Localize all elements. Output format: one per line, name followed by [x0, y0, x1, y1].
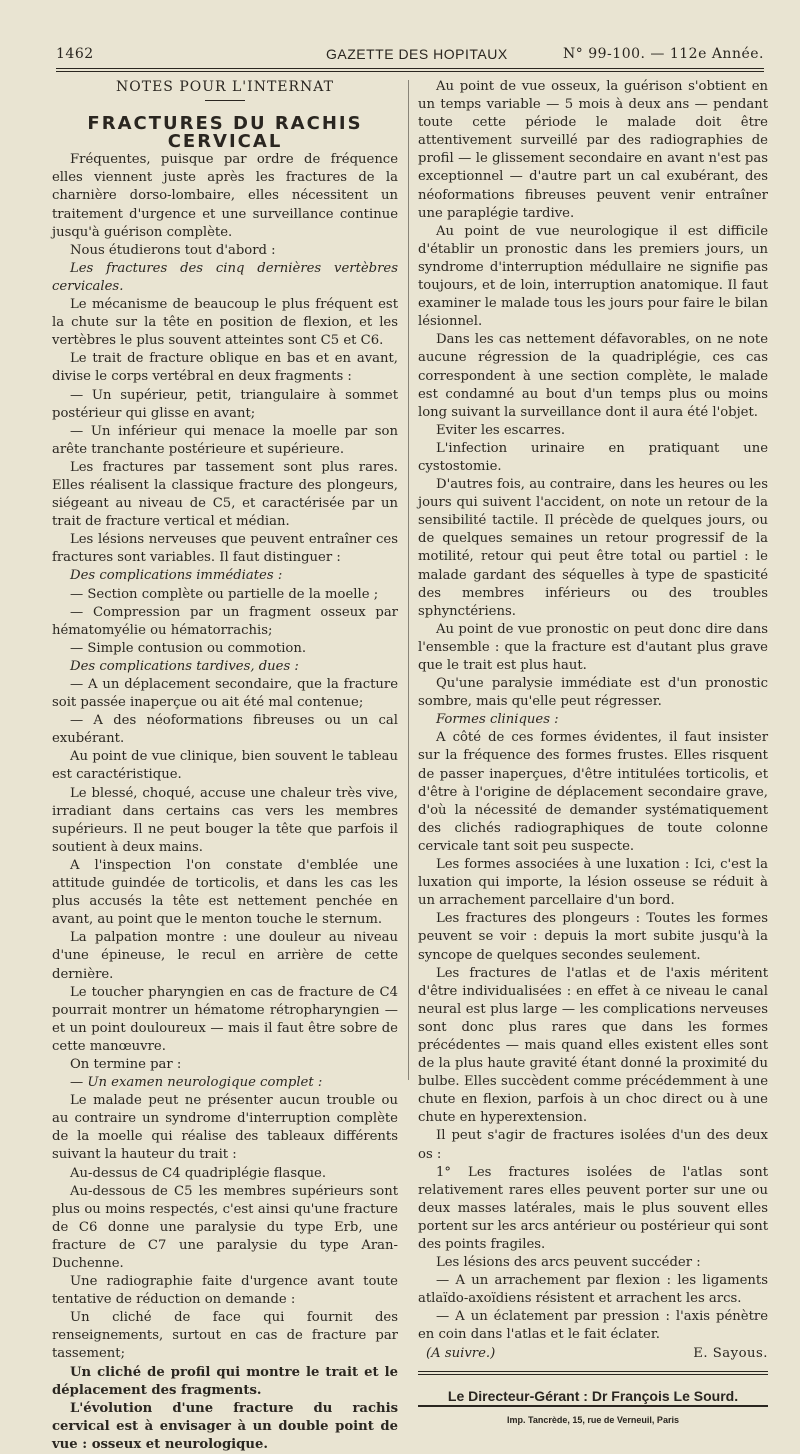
director-line: Le Directeur-Gérant : Dr François Le Sourd. — [447, 1387, 739, 1404]
paragraph: Les lésions des arcs peuvent succéder : — [436, 1255, 701, 1271]
paragraph: Le trait de fracture oblique en bas et en avant, divise le corps vertébral en deux fragments : — [52, 351, 398, 385]
footer-rule — [418, 1371, 768, 1372]
paragraph: Les lésions nerveuses que peuvent entraîner ces fractures sont variables. Il faut distinguer : — [52, 532, 398, 566]
list-item: — Simple contusion ou commotion. — [70, 640, 307, 656]
header-rule-double — [56, 71, 764, 72]
paragraph: Au point de vue clinique, bien souvent le tableau est caractéristique. — [52, 749, 398, 783]
paragraph: La palpation montre : une douleur au niveau d'une épineuse, le recul en arrière de cette dernière. — [52, 930, 398, 982]
article-title: FRACTURES DU RACHIS CERVICAL — [87, 113, 363, 153]
paragraph: L'évolution d'une fracture du rachis cervical est à envisager à un double point de vue : osseux et neurologique. — [52, 1400, 398, 1452]
paragraph: On termine par : — [70, 1056, 182, 1072]
header-rule — [56, 68, 764, 69]
left-column — [52, 78, 398, 1454]
list-item: — A des néoformations fibreuses ou un cal exubérant. — [52, 713, 398, 747]
paragraph: Le malade peut ne présenter aucun trouble ou au contraire un syndrome d'interruption complète de la moelle qui réalise des tableaux différents suivant la hauteur du trait : — [52, 1093, 398, 1163]
subheading: Les fractures des cinq dernières vertèbres cervicales. — [52, 260, 398, 294]
paragraph: Qu'une paralysie immédiate est d'un pronostic sombre, mais qu'elle peut régresser. — [418, 676, 768, 710]
paragraph: A l'inspection l'on constate d'emblée une attitude guindée de torticolis, et dans les cas les plus accusés la tête est nettement penchée en avant, au point que le menton touche le sternum. — [52, 857, 398, 928]
subheading: — Un examen neurologique complet : — [70, 1075, 323, 1091]
paragraph: Un cliché de face qui fournit des renseignements, surtout en cas de fracture par tassement; — [52, 1310, 398, 1362]
footer-rule-double — [418, 1374, 768, 1375]
subheading: Des complications immédiates : — [70, 568, 283, 584]
issue-number: N° 99-100. — 112e Année. — [563, 46, 764, 62]
paragraph: Le mécanisme de beaucoup le plus fréquent est la chute sur la tête en position de flexion, et les vertèbres le plus souvent atteintes sont C5 et C6. — [52, 297, 398, 349]
paragraph: Un cliché de profil qui montre le trait et le déplacement des fragments. — [52, 1364, 398, 1398]
paragraph: Au-dessus de C4 quadriplégie flasque. — [70, 1165, 327, 1181]
page-header — [56, 40, 764, 70]
paragraph: Les fractures par tassement sont plus rares. Elles réalisent la classique fracture des plongeurs, siégeant au niveau de C5, et caractérisée par un trait de fracture vertical et médian. — [52, 459, 398, 530]
paragraph: Une radiographie faite d'urgence avant toute tentative de réduction on demande : — [52, 1274, 398, 1308]
director-rule — [418, 1405, 768, 1407]
paragraph: Le toucher pharyngien en cas de fracture de C4 pourrait montrer un hématome rétropharyngien — et un point douloureux — mais il faut être sobre de cette manœuvre. — [52, 984, 398, 1054]
paragraph: Au point de vue neurologique il est difficile d'établir un pronostic dans les premiers jours, un syndrome d'interruption médullaire ne signifie pas toujours, et de loin, interruption anatomique. Il faut examiner le malade tous les jours pour faire le bilan lésionnel. — [418, 223, 768, 330]
paragraph: Le blessé, choqué, accuse une chaleur très vive, irradiant dans certains cas vers les membres supérieurs. Il ne peut bouger la tête que parfois il soutient à deux mains. — [52, 785, 398, 855]
to-be-continued: (A suivre.) — [426, 1345, 496, 1361]
paragraph: Au-dessous de C5 les membres supérieurs sont plus ou moins respectés, c'est ainsi qu'une fracture de C6 donne une paralysie du type Erb, une fracture de C7 une paralysie du type Aran-Duchenne. — [52, 1183, 398, 1271]
journal-title: GAZETTE DES HOPITAUX — [326, 46, 508, 62]
paragraph: L'infection urinaire en pratiquant une cystostomie. — [418, 440, 768, 474]
list-item: — A un éclatement par pression : l'axis pénètre en coin dans l'atlas et le fait éclater. — [418, 1309, 768, 1343]
page-number: 1462 — [56, 46, 94, 62]
list-item: — A un arrachement par flexion : les ligaments atlaïdo-axoïdiens résistent et arrachent les arcs. — [418, 1273, 768, 1307]
list-item: — Section complète ou partielle de la moelle ; — [70, 586, 379, 602]
paragraph: Au point de vue osseux, la guérison s'obtient en un temps variable — 5 mois à deux ans — pendant toute cette période le malade doit être attentivement surveillé par des radiographies de profil — le glissement secondaire en avant n'est pas exceptionnel — d'autre part un cal exubérant, des néoformations fibreuses peuvent venir entraîner une paraplégie tardive. — [418, 79, 768, 221]
section-heading: NOTES POUR L'INTERNAT — [116, 79, 334, 95]
subheading: Formes cliniques : — [436, 712, 559, 728]
printer-line: Imp. Tancrède, 15, rue de Verneuil, Paris — [507, 1414, 679, 1425]
author: E. Sayous. — [693, 1345, 768, 1361]
paragraph: Au point de vue pronostic on peut donc dire dans l'ensemble : que la fracture est d'autant plus grave que le trait est plus haut. — [418, 621, 768, 673]
paragraph: Les formes associées à une luxation : Ici, c'est la luxation qui importe, la lésion osseuse se réduit à un arrachement parcellaire d'un bord. — [418, 857, 768, 909]
list-item: — Compression par un fragment osseux par hématomyélie ou hématorrachis; — [52, 604, 398, 638]
paragraph: A côté de ces formes évidentes, il faut insister sur la fréquence des formes frustes. Elles risquent de passer inaperçues, d'être intitulées torticolis, et d'être à l'origine de déplacement secondaire grave, d'où la nécessité de demander systématiquement des clichés radiographiques de toute colonne cervicale tant soit peu suspecte. — [418, 730, 768, 854]
list-item: — Un supérieur, petit, triangulaire à sommet postérieur qui glisse en avant; — [52, 387, 398, 421]
paragraph: Les fractures des plongeurs : Toutes les formes peuvent se voir : depuis la mort subite jusqu'à la syncope de quelques secondes seulement. — [418, 911, 768, 963]
right-column — [418, 78, 768, 1429]
subheading: Des complications tardives, dues : — [70, 658, 299, 674]
signoff — [418, 1345, 768, 1363]
section-heading-rule — [205, 100, 245, 101]
column-divider — [408, 80, 409, 1080]
paragraph: Fréquentes, puisque par ordre de fréquence elles viennent juste après les fractures de la charnière dorso-lombaire, elles nécessitent un traitement d'urgence et une surveillance continue jusqu'à guérison complète. — [52, 152, 398, 240]
list-item: — A un déplacement secondaire, que la fracture soit passée inaperçue ou ait été mal contenue; — [52, 677, 398, 711]
paragraph: 1° Les fractures isolées de l'atlas sont relativement rares elles peuvent porter sur une ou deux masses latérales, mais le plus souvent elles portent sur les arcs antérieur ou postérieur qui sont des points fragiles. — [418, 1164, 768, 1252]
paragraph: Eviter les escarres. — [436, 422, 566, 438]
paragraph: Nous étudierons tout d'abord : — [70, 242, 276, 258]
paragraph: Il peut s'agir de fractures isolées d'un des deux os : — [418, 1128, 768, 1162]
paragraph: Dans les cas nettement défavorables, on ne note aucune régression de la quadriplégie, ces cas correspondent à une section complète, le malade est condamné au bout d'un temps plus ou moins long suivant la surveillance dont il aura été l'objet. — [418, 332, 768, 420]
paragraph: D'autres fois, au contraire, dans les heures ou les jours qui suivent l'accident, on note un retour de la sensibilité tactile. Il précède de quelques jours, ou de quelques semaines un retour progressif de la motilité, retour qui peut être total ou partiel : le malade gardant des séquelles à type de spasticité des membres inférieurs ou des troubles sphynctériens. — [418, 477, 768, 619]
paragraph: Les fractures de l'atlas et de l'axis méritent d'être individualisées : en effet à ce niveau le canal neural est plus large — les complications nerveuses sont donc plus rares que dans les formes précédentes — mais quand elles existent elles sont de la plus haute gravité étant donné la proximité du bulbe. Elles succèdent comme précédemment à une chute en flexion, parfois à un choc direct ou à une chute en hyperextension. — [418, 965, 768, 1126]
list-item: — Un inférieur qui menace la moelle par son arête tranchante postérieure et supérieure. — [52, 423, 398, 457]
